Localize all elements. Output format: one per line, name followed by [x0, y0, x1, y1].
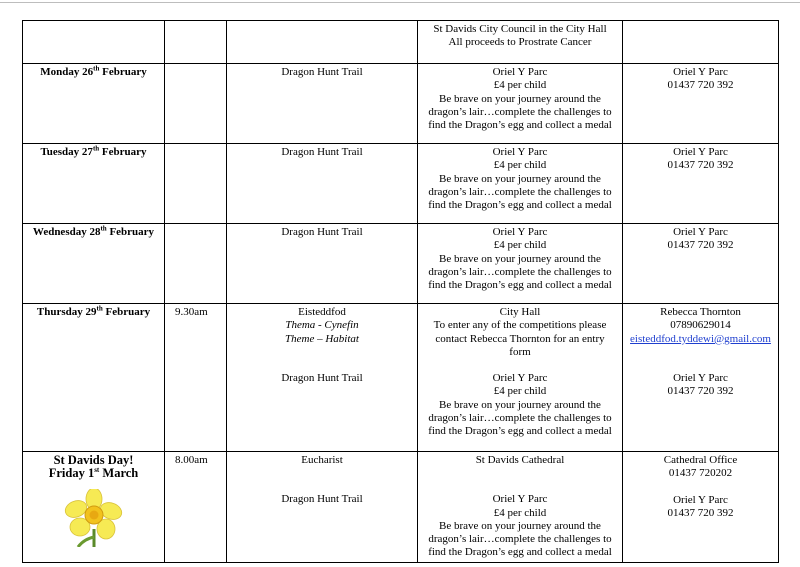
contact-line: 01437 720202 — [668, 467, 733, 480]
event-cell — [227, 64, 418, 144]
venue-line: dragon’s lair…complete the challenges to — [428, 412, 612, 425]
contact-line: 01437 720 392 — [667, 385, 734, 398]
events-table — [22, 20, 779, 563]
venue-line: Oriel Y Parc — [492, 226, 548, 238]
venue-cell — [418, 144, 623, 224]
venue-line: Be brave on your journey around the — [439, 398, 601, 411]
day-cell — [23, 224, 165, 304]
contact-line: Oriel Y Parc — [673, 146, 728, 158]
venue-line: dragon’s lair…complete the challenges to — [428, 265, 612, 278]
event-cell — [227, 21, 418, 64]
day-cell — [23, 304, 165, 452]
contact-cell — [623, 224, 779, 304]
venue-line: Oriel Y Parc — [492, 66, 548, 78]
day-label: Friday 1st March — [48, 466, 139, 481]
venue-line: find the Dragon’s egg and collect a medal — [428, 279, 612, 292]
venue-line: Oriel Y Parc — [492, 146, 548, 158]
venue-line: St Davids City Council in the City Hall — [433, 23, 607, 35]
table-row — [23, 64, 779, 144]
venue-line: £4 per child — [493, 159, 547, 172]
venue-line: £4 per child — [493, 79, 547, 92]
table-row — [23, 144, 779, 224]
venue-line: Be brave on your journey around the — [439, 252, 601, 265]
event-time: 9.30am — [175, 306, 208, 318]
contact-cell — [623, 144, 779, 224]
venue-line: find the Dragon’s egg and collect a medal — [428, 119, 612, 132]
venue-line: dragon’s lair…complete the challenges to — [428, 185, 612, 198]
venue-line: £4 per child — [493, 239, 547, 252]
contact-line: Oriel Y Parc — [673, 493, 728, 506]
event-name: Eucharist — [301, 454, 343, 466]
contact-line: Cathedral Office — [663, 454, 738, 466]
venue-line: £4 per child — [493, 506, 547, 519]
page-top-rule — [0, 2, 800, 3]
contact-cell — [623, 64, 779, 144]
contact-line: Oriel Y Parc — [673, 66, 728, 78]
table-row — [23, 21, 779, 64]
venue-line: £4 per child — [493, 385, 547, 398]
day-label: Thursday 29th February — [36, 304, 151, 318]
event-name: Dragon Hunt Trail — [281, 146, 363, 158]
event-name: Dragon Hunt Trail — [281, 226, 363, 238]
venue-line: dragon’s lair…complete the challenges to — [428, 533, 612, 546]
event-cell — [227, 304, 418, 452]
venue-line: To enter any of the competitions please — [433, 319, 607, 332]
venue-line: Be brave on your journey around the — [439, 519, 601, 532]
contact-line: 01437 720 392 — [667, 239, 734, 252]
day-label: Wednesday 28th February — [32, 224, 155, 238]
contact-line: 07890629014 — [670, 319, 731, 332]
event-theme: Theme – Habitat — [285, 332, 359, 345]
venue-line: find the Dragon’s egg and collect a medal — [428, 199, 612, 212]
day-cell — [23, 144, 165, 224]
event-theme: Thema - Cynefin — [285, 319, 359, 332]
contact-cell — [623, 304, 779, 452]
venue-cell — [418, 304, 623, 452]
contact-line: 01437 720 392 — [667, 506, 734, 519]
contact-line: 01437 720 392 — [667, 159, 734, 172]
event-name: Dragon Hunt Trail — [281, 66, 363, 78]
venue-line: form — [509, 345, 531, 358]
venue-line: Oriel Y Parc — [492, 372, 548, 385]
daffodil-icon — [64, 489, 124, 547]
venue-line: find the Dragon’s egg and collect a medal — [428, 546, 612, 559]
venue-line: Oriel Y Parc — [492, 493, 548, 506]
time-cell — [165, 452, 227, 563]
venue-line: Be brave on your journey around the — [439, 172, 601, 185]
contact-line: Oriel Y Parc — [673, 371, 728, 384]
time-cell — [165, 64, 227, 144]
table-row — [23, 304, 779, 452]
day-cell — [23, 452, 165, 563]
event-time: 8.00am — [175, 454, 208, 466]
venue-cell — [418, 21, 623, 64]
day-heading: St Davids Day! — [53, 453, 134, 467]
venue-line: All proceeds to Prostrate Cancer — [448, 36, 592, 49]
event-name: Dragon Hunt Trail — [281, 371, 363, 384]
contact-line: Oriel Y Parc — [673, 226, 728, 238]
time-cell — [165, 304, 227, 452]
event-name: Dragon Hunt Trail — [281, 493, 363, 506]
day-label: Monday 26th February — [40, 64, 147, 78]
venue-line: City Hall — [499, 306, 541, 318]
venue-cell — [418, 64, 623, 144]
venue-cell — [418, 452, 623, 563]
event-cell — [227, 144, 418, 224]
time-cell — [165, 144, 227, 224]
time-cell — [165, 21, 227, 64]
venue-cell — [418, 224, 623, 304]
event-name: Eisteddfod — [298, 306, 346, 318]
contact-cell — [623, 452, 779, 563]
day-cell — [23, 21, 165, 64]
venue-line: find the Dragon’s egg and collect a medal — [428, 425, 612, 438]
contact-cell — [623, 21, 779, 64]
day-cell — [23, 64, 165, 144]
event-cell — [227, 224, 418, 304]
contact-line: 01437 720 392 — [667, 79, 734, 92]
table-row — [23, 452, 779, 563]
venue-line: Be brave on your journey around the — [439, 92, 601, 105]
day-label: Tuesday 27th February — [40, 144, 147, 158]
venue-line: contact Rebecca Thornton for an entry — [435, 332, 605, 345]
event-cell — [227, 452, 418, 563]
venue-line: dragon’s lair…complete the challenges to — [428, 105, 612, 118]
time-cell — [165, 224, 227, 304]
venue-line: St Davids Cathedral — [475, 454, 565, 466]
contact-line: Rebecca Thornton — [660, 306, 741, 318]
contact-email-link[interactable]: eisteddfod.tyddewi@gmail.com — [630, 332, 771, 345]
table-row — [23, 224, 779, 304]
